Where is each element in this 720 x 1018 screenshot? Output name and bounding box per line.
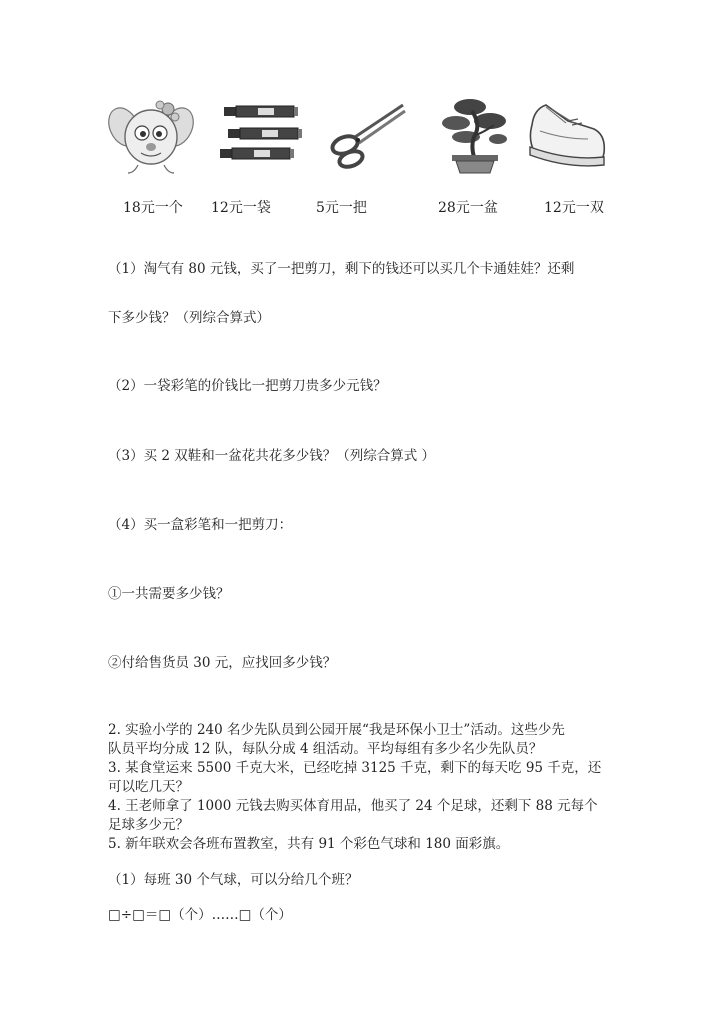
scissors-icon	[325, 95, 411, 175]
question-2: （2）一袋彩笔的价钱比一把剪刀贵多少元钱？	[108, 378, 387, 394]
price-label: 5元一把	[316, 200, 367, 216]
question-1-line-1: （1）淘气有 80 元钱，买了一把剪刀，剩下的钱还可以买几个卡通娃娃？还剩	[108, 261, 575, 277]
question-1-line-2: 下多少钱？（列综合算式）	[108, 310, 270, 326]
problem-3-line-2: 可以吃几天？	[108, 779, 189, 795]
sneaker-icon	[524, 95, 610, 175]
question-4-part-b: ②付给售货员 30 元，应找回多少钱？	[108, 655, 337, 671]
problem-3-line-1: 3. 某食堂运来 5500 千克大米，已经吃掉 3125 千克，剩下的每天吃 95 千克，还	[108, 760, 602, 776]
price-label: 12元一袋	[211, 200, 271, 216]
price-label: 12元一双	[544, 200, 604, 216]
problem-5-question-1: （1）每班 30 个气球，可以分给几个班？	[108, 872, 359, 888]
problem-5-formula: □÷□＝□（个）……□（个）	[108, 907, 292, 923]
cartoon-doll-icon	[108, 95, 194, 175]
question-4: （4）买一盒彩笔和一把剪刀：	[108, 517, 293, 533]
marker-pens-icon	[218, 95, 304, 175]
problem-2-line-1: 2. 实验小学的 240 名少先队员到公园开展“我是环保小卫士”活动。这些少先	[108, 722, 565, 738]
question-4-part-a: ①一共需要多少钱？	[108, 586, 230, 602]
problem-4-line-1: 4. 王老师拿了 1000 元钱去购买体育用品，他买了 24 个足球，还剩下 88 元每个	[108, 798, 598, 814]
problem-5: 5. 新年联欢会各班布置教室，共有 91 个彩色气球和 180 面彩旗。	[108, 836, 510, 852]
price-label: 28元一盆	[438, 200, 498, 216]
problem-4-line-2: 足球多少元？	[108, 817, 189, 833]
question-3: （3）买 2 双鞋和一盆花共花多少钱？（列综合算式 ）	[108, 448, 436, 464]
potted-bonsai-icon	[432, 95, 518, 175]
problem-2-line-2: 队员平均分成 12 队，每队分成 4 组活动。平均每组有多少名少先队员？	[108, 741, 543, 757]
price-label: 18元一个	[123, 200, 183, 216]
